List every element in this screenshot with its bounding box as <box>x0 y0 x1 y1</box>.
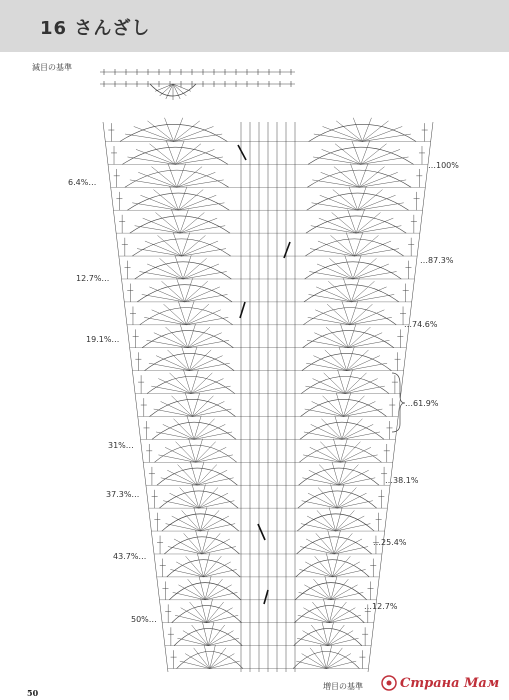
stitch-mark <box>314 134 363 141</box>
fan-shell <box>169 583 241 600</box>
stitch-mark <box>200 516 229 531</box>
fan-shell <box>294 606 364 623</box>
fan-shell <box>299 445 381 462</box>
stitch-mark <box>312 203 358 210</box>
stitch-mark <box>306 363 346 370</box>
stitch-mark <box>317 264 353 279</box>
stitch-mark <box>298 615 330 622</box>
stitch-mark <box>183 264 219 279</box>
right-percentage-label: …61.9% <box>405 399 439 408</box>
left-percentage-label: 31%… <box>108 441 134 450</box>
stitch-mark <box>196 447 227 462</box>
fan-shell <box>164 537 239 554</box>
stitch-mark <box>336 524 371 531</box>
stitch-mark <box>358 203 404 210</box>
fan-shell <box>172 606 242 623</box>
stitch-mark <box>210 654 235 669</box>
stitch-mark <box>307 340 348 347</box>
stitch-mark <box>347 363 387 370</box>
stitch-mark <box>149 363 189 370</box>
fan-shell <box>132 239 230 256</box>
fan-shell <box>301 399 387 416</box>
left-percentage-label: 19.1%… <box>86 335 120 344</box>
stitch-mark <box>163 424 194 439</box>
stitch-mark <box>145 241 182 256</box>
stitch-mark <box>207 608 233 623</box>
stitch-mark <box>339 470 369 485</box>
stitch-mark <box>189 356 222 371</box>
fan-shell <box>301 376 389 393</box>
stitch-mark <box>207 615 239 622</box>
left-percentage-label: 43.7%… <box>113 552 147 561</box>
stitch-mark <box>339 478 375 485</box>
stitch-mark <box>337 493 366 508</box>
stitch-mark <box>304 432 342 439</box>
fan-shell <box>122 147 228 164</box>
stitch-mark <box>340 447 371 462</box>
decrease-marker <box>264 590 268 604</box>
stitch-mark <box>329 608 355 623</box>
bracket <box>392 373 405 432</box>
fan-shell <box>308 147 414 164</box>
fan-shell <box>140 308 233 325</box>
stitch-mark <box>199 501 235 508</box>
stitch-mark <box>149 287 184 302</box>
stitch-mark <box>158 379 191 394</box>
stitch-mark <box>314 333 348 348</box>
stitch-mark <box>316 287 351 302</box>
stitch-mark <box>176 562 203 577</box>
stitch-mark <box>185 654 210 669</box>
fan-shell <box>299 468 380 485</box>
stitch-mark <box>313 379 346 394</box>
stitch-mark <box>154 333 188 348</box>
stitch-mark <box>181 249 225 256</box>
stitch-mark <box>125 134 174 141</box>
stitch-mark <box>180 661 210 668</box>
stitch-mark <box>311 424 342 439</box>
stitch-mark <box>348 333 382 348</box>
fan-shell <box>127 193 229 210</box>
fan-shell <box>135 262 232 279</box>
stitch-mark <box>334 539 362 554</box>
stitch-mark <box>362 126 402 141</box>
stitch-mark <box>130 180 177 187</box>
stitch-mark <box>147 340 188 347</box>
stitch-mark <box>312 180 359 187</box>
stitch-mark <box>194 424 225 439</box>
stitch-mark <box>200 524 235 531</box>
stitch-mark <box>181 241 218 256</box>
stitch-mark <box>326 661 356 668</box>
right-percentage-label: …25.4% <box>373 538 407 547</box>
stitch-mark <box>155 84 173 91</box>
stitch-mark <box>128 157 176 164</box>
stitch-mark <box>309 294 352 301</box>
stitch-mark <box>333 569 366 576</box>
stitch-mark <box>172 516 201 531</box>
fan-shell <box>162 514 239 531</box>
stitch-mark <box>331 592 363 599</box>
stitch-mark <box>351 287 386 302</box>
stitch-mark <box>208 631 233 646</box>
stitch-mark <box>350 317 392 324</box>
stitch-mark <box>192 401 224 416</box>
fan-shell <box>303 331 394 348</box>
stitch-mark <box>178 203 224 210</box>
fan-shell <box>305 262 402 279</box>
fan-shell <box>150 399 236 416</box>
stitch-mark <box>147 264 183 279</box>
fan-shell <box>306 216 406 233</box>
stitch-mark <box>315 310 350 325</box>
stitch-mark <box>305 409 344 416</box>
stitch-mark <box>358 195 396 210</box>
stitch-mark <box>140 195 178 210</box>
stitch-mark <box>165 447 196 462</box>
stitch-mark <box>297 638 328 645</box>
stitch-mark <box>210 661 240 668</box>
fan-shell <box>130 216 230 233</box>
watermark-logo-icon <box>380 674 398 692</box>
fan-shell <box>159 491 238 508</box>
stitch-mark <box>196 455 233 462</box>
stitch-mark <box>356 226 401 233</box>
stitch-mark <box>170 493 199 508</box>
stitch-mark <box>185 287 220 302</box>
stitch-mark <box>344 409 383 416</box>
stitch-mark <box>202 547 236 554</box>
fan-shell <box>304 285 399 302</box>
left-percentage-label: 37.3%… <box>106 490 140 499</box>
stitch-mark <box>334 547 368 554</box>
stitch-mark <box>174 539 202 554</box>
stitch-mark <box>189 363 229 370</box>
stitch-mark <box>143 218 180 233</box>
left-percentage-label: 6.4%… <box>68 178 97 187</box>
stitch-mark <box>305 386 345 393</box>
stitch-mark <box>136 149 175 164</box>
fan-shell <box>309 124 416 141</box>
increase-reference-label: 増目の基準 <box>323 682 363 691</box>
stitch-mark <box>185 294 228 301</box>
stitch-mark <box>134 126 174 141</box>
stitch-mark <box>309 272 353 279</box>
stitch-mark <box>180 218 217 233</box>
stitch-mark <box>186 317 228 324</box>
stitch-mark <box>138 172 177 187</box>
stitch-mark <box>353 272 397 279</box>
stitch-mark <box>186 310 221 325</box>
stitch-mark <box>205 592 237 599</box>
watermark-text: Страна Мам <box>400 676 500 691</box>
fan-shell <box>300 422 384 439</box>
stitch-mark <box>361 149 400 164</box>
stitch-mark <box>194 432 232 439</box>
left-percentage-label: 12.7%… <box>76 274 110 283</box>
stitch-mark <box>152 310 187 325</box>
stitch-mark <box>300 547 334 554</box>
stitch-mark <box>188 333 222 348</box>
right-percentage-label: …12.7% <box>364 602 398 611</box>
stitch-mark <box>303 608 329 623</box>
stitch-mark <box>191 379 224 394</box>
stitch-mark <box>310 249 354 256</box>
stitch-mark <box>154 409 193 416</box>
stitch-mark <box>166 524 201 531</box>
fan-shell <box>293 651 359 668</box>
fan-shell <box>120 124 227 141</box>
stitch-mark <box>353 264 389 279</box>
stitch-mark <box>177 172 216 187</box>
stitch-mark <box>322 126 362 141</box>
stitch-mark <box>174 126 214 141</box>
stitch-mark <box>361 157 409 164</box>
stitch-mark <box>208 638 239 645</box>
stitch-mark <box>331 585 358 600</box>
stitch-mark <box>345 386 385 393</box>
stitch-mark <box>355 249 399 256</box>
fan-shell <box>305 239 403 256</box>
fan-shell <box>296 560 369 577</box>
stitch-mark <box>318 241 355 256</box>
stitch-mark <box>313 356 346 371</box>
stitch-mark <box>177 638 208 645</box>
fan-shell <box>137 285 232 302</box>
stitch-mark <box>173 84 191 91</box>
stitch-mark <box>139 272 183 279</box>
stitch-mark <box>308 317 350 324</box>
stitch-mark <box>356 218 393 233</box>
stitch-mark <box>174 134 223 141</box>
stitch-mark <box>156 432 194 439</box>
stitch-mark <box>302 654 327 669</box>
stitch-mark <box>342 424 373 439</box>
stitch-mark <box>362 134 411 141</box>
stitch-mark <box>336 516 365 531</box>
fan-shell <box>298 491 377 508</box>
stitch-mark <box>342 432 380 439</box>
page-number: 50 <box>27 688 39 698</box>
stitch-mark <box>340 455 377 462</box>
fan-shell <box>295 583 367 600</box>
stitch-mark <box>347 356 380 371</box>
stitch-mark <box>333 562 360 577</box>
stitch-mark <box>296 661 326 668</box>
stitch-mark <box>197 478 233 485</box>
stitch-mark <box>135 226 180 233</box>
stitch-mark <box>158 455 195 462</box>
fan-shell <box>307 193 409 210</box>
stitch-mark <box>175 157 223 164</box>
stitch-mark <box>183 631 208 646</box>
fan-shell <box>167 560 240 577</box>
stitch-mark <box>151 386 191 393</box>
stitch-mark <box>163 501 199 508</box>
stitch-mark <box>302 501 338 508</box>
stitch-mark <box>144 317 186 324</box>
stitch-mark <box>188 340 229 347</box>
stitch-mark <box>167 470 197 485</box>
stitch-mark <box>350 310 385 325</box>
fan-shell <box>294 628 362 645</box>
stitch-mark <box>359 172 398 187</box>
fan-shell <box>307 170 411 187</box>
left-percentage-label: 50%… <box>131 615 157 624</box>
stitch-mark <box>299 592 331 599</box>
stitch-mark <box>308 493 337 508</box>
stitch-mark <box>312 401 344 416</box>
stitch-mark <box>299 569 332 576</box>
stitch-mark <box>178 195 216 210</box>
fan-shell <box>157 468 238 485</box>
stitch-mark <box>137 249 181 256</box>
stitch-mark <box>132 203 178 210</box>
stitch-mark <box>320 195 358 210</box>
stitch-mark <box>355 241 392 256</box>
stitch-mark <box>337 501 373 508</box>
stitch-mark <box>161 478 197 485</box>
stitch-mark <box>329 615 361 622</box>
stitch-mark <box>313 157 361 164</box>
stitch-mark <box>191 386 231 393</box>
stitch-mark <box>181 608 207 623</box>
stitch-mark <box>348 340 389 347</box>
stitch-mark <box>351 294 394 301</box>
stitch-mark <box>203 569 236 576</box>
stitch-mark <box>156 356 189 371</box>
stitch-mark <box>199 493 228 508</box>
right-percentage-label: …87.3% <box>420 256 454 265</box>
stitch-mark <box>178 585 205 600</box>
fan-shell <box>303 308 396 325</box>
stitch-mark <box>173 84 186 96</box>
stitch-mark <box>183 272 227 279</box>
stitch-mark <box>173 592 205 599</box>
fan-shell <box>142 331 233 348</box>
stitch-mark <box>303 631 328 646</box>
fan-shell <box>125 170 229 187</box>
stitch-mark <box>301 524 336 531</box>
stitch-mark <box>202 539 230 554</box>
stitch-mark <box>302 478 338 485</box>
stitch-mark <box>319 218 356 233</box>
right-percentage-label: …38.1% <box>385 476 419 485</box>
stitch-mark <box>311 226 356 233</box>
decrease-reference-label: 減目の基準 <box>32 63 72 72</box>
decrease-marker <box>238 145 246 160</box>
stitch-mark <box>170 569 203 576</box>
stitch-mark <box>322 149 361 164</box>
stitch-mark <box>326 654 351 669</box>
stitch-mark <box>344 401 376 416</box>
decrease-marker <box>284 242 290 258</box>
stitch-mark <box>303 455 340 462</box>
stitch-mark <box>309 470 339 485</box>
stitch-mark <box>203 562 230 577</box>
stitch-mark <box>205 585 232 600</box>
stitch-mark <box>306 539 334 554</box>
fan-shell <box>145 353 235 370</box>
stitch-mark <box>160 84 173 96</box>
fan-shell <box>174 628 242 645</box>
stitch-mark <box>175 149 214 164</box>
stitch-mark <box>168 547 202 554</box>
stitch-mark <box>177 180 224 187</box>
stitch-mark <box>142 294 185 301</box>
fan-shell <box>177 651 243 668</box>
fan-shell <box>302 353 392 370</box>
stitch-mark <box>307 516 336 531</box>
stitch-mark <box>328 631 353 646</box>
stitch-mark <box>192 409 231 416</box>
stitch-mark <box>161 401 193 416</box>
fan-shell <box>296 537 371 554</box>
stitch-mark <box>321 172 360 187</box>
stitch-mark <box>175 615 207 622</box>
stitch-mark <box>345 379 378 394</box>
fan-shell <box>152 422 236 439</box>
stitch-mark <box>304 585 331 600</box>
stitch-mark <box>328 638 359 645</box>
pattern-title: 16 さんざし <box>40 18 151 39</box>
right-percentage-label: …74.6% <box>404 320 438 329</box>
stitch-mark <box>180 226 225 233</box>
fan-shell <box>147 376 235 393</box>
stitch-mark <box>310 447 341 462</box>
stitch-mark <box>305 562 332 577</box>
fan-shell <box>297 514 374 531</box>
right-percentage-label: …100% <box>428 161 459 170</box>
stitch-mark <box>197 470 227 485</box>
stitch-mark <box>359 180 406 187</box>
fan-shell <box>154 445 236 462</box>
